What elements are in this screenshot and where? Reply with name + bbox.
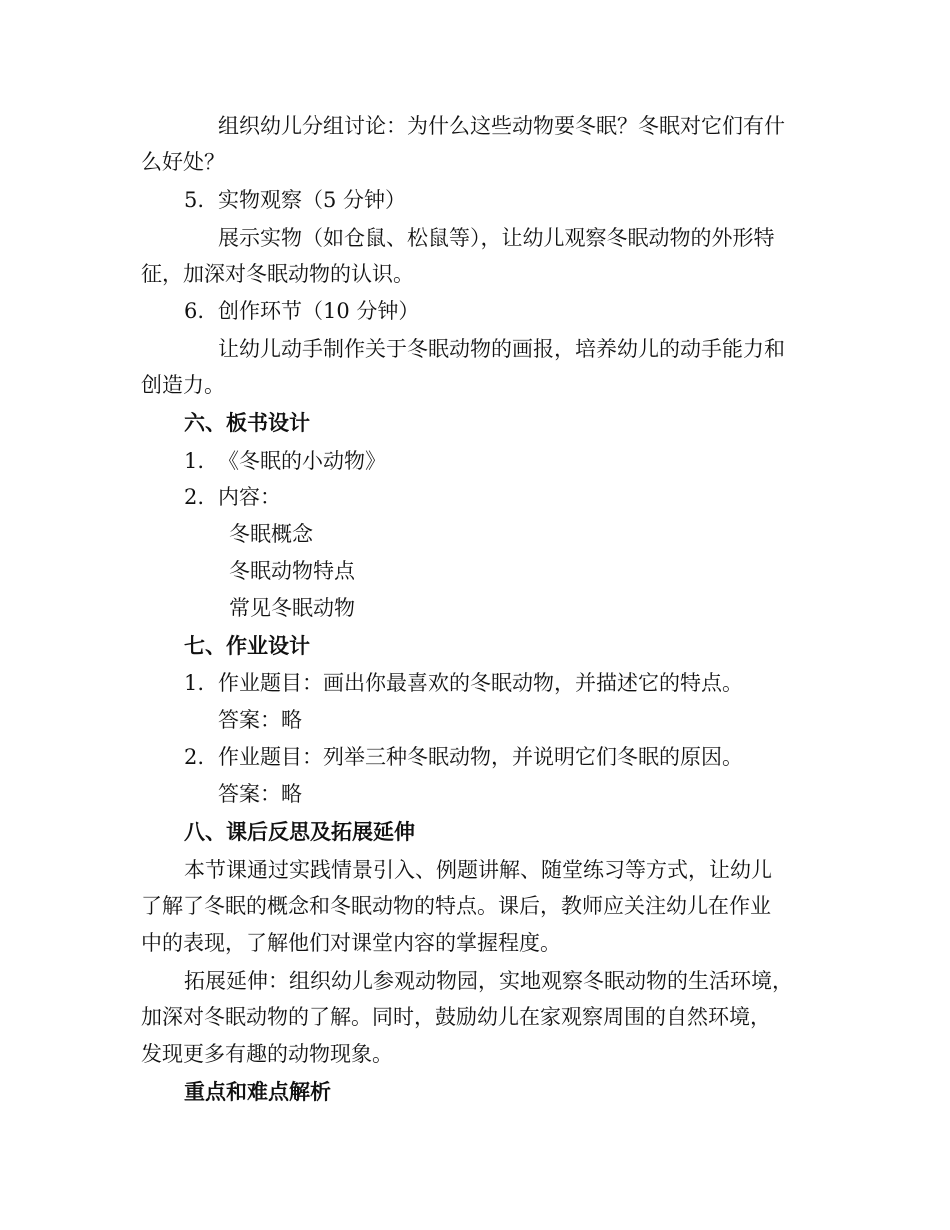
item6-text-line-1: 让幼儿动手制作关于冬眠动物的画报，培养幼儿的动手能力和: [218, 337, 785, 361]
list-number: 1.: [184, 449, 205, 473]
list-item-text: 内容：: [218, 485, 281, 509]
list-item-text: 《冬眠的小动物》: [218, 449, 386, 473]
reflection-p2-line-2: 加深对冬眠动物的了解。同时，鼓励幼儿在家观察周围的自然环境，: [141, 1005, 771, 1029]
homework-answer: 答案：略: [218, 782, 302, 806]
homework-item-1: [184, 669, 743, 697]
list-item-6: [184, 297, 419, 325]
board-item-1: [184, 447, 386, 475]
list-item-title: 创作环节（10 分钟）: [218, 299, 420, 323]
board-sub-item: 常见冬眠动物: [229, 596, 355, 620]
reflection-p2-line-3: 发现更多有趣的动物现象。: [141, 1042, 393, 1066]
homework-question: 作业题目：列举三种冬眠动物，并说明它们冬眠的原因。: [218, 745, 743, 769]
item6-text-line-2: 创造力。: [141, 373, 225, 397]
section-heading-board: 六、板书设计: [184, 411, 310, 435]
discussion-line-2: 么好处？: [141, 150, 225, 174]
board-item-2: [184, 483, 281, 511]
list-number: 2.: [184, 485, 205, 509]
section-heading-analysis: 重点和难点解析: [184, 1080, 331, 1104]
discussion-line-1: 组织幼儿分组讨论：为什么这些动物要冬眠？冬眠对它们有什: [218, 114, 785, 138]
board-sub-item: 冬眠概念: [229, 522, 313, 546]
list-item-title: 实物观察（5 分钟）: [218, 188, 407, 212]
reflection-p1-line-2: 了解了冬眠的概念和冬眠动物的特点。课后，教师应关注幼儿在作业: [141, 894, 771, 918]
item5-text-line-1: 展示实物（如仓鼠、松鼠等），让幼儿观察冬眠动物的外形特: [218, 226, 775, 250]
reflection-p1-line-3: 中的表现，了解他们对课堂内容的掌握程度。: [141, 931, 561, 955]
reflection-p2-line-1: 拓展延伸：组织幼儿参观动物园，实地观察冬眠动物的生活环境，: [184, 969, 793, 993]
list-item-5: [184, 186, 406, 214]
list-number: 1.: [184, 671, 205, 695]
list-number: 2.: [184, 745, 205, 769]
homework-item-2: [184, 743, 743, 771]
section-heading-homework: 七、作业设计: [184, 634, 310, 658]
reflection-p1-line-1: 本节课通过实践情景引入、例题讲解、随堂练习等方式，让幼儿: [184, 858, 772, 882]
list-number: 6.: [184, 299, 205, 323]
list-number: 5.: [184, 188, 205, 212]
homework-question: 作业题目：画出你最喜欢的冬眠动物，并描述它的特点。: [218, 671, 743, 695]
item5-text-line-2: 征，加深对冬眠动物的认识。: [141, 262, 414, 286]
board-sub-item: 冬眠动物特点: [229, 559, 355, 583]
section-heading-reflection: 八、课后反思及拓展延伸: [184, 820, 415, 844]
homework-answer: 答案：略: [218, 708, 302, 732]
